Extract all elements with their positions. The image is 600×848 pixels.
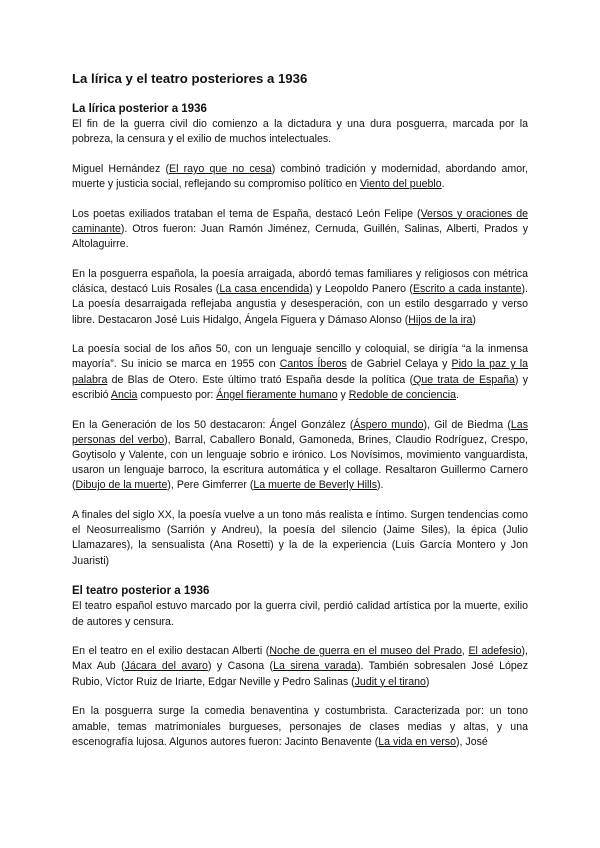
- work-title: Hijos de la ira: [408, 313, 473, 326]
- work-title: La muerte de Beverly Hills: [253, 479, 377, 492]
- work-title: El rayo que no cesa: [169, 162, 272, 175]
- work-title: La casa encendida: [219, 283, 310, 296]
- work-title: Las personas del verbo: [72, 418, 528, 446]
- work-title: Versos y oraciones de caminante: [72, 207, 528, 236]
- document-page: [72, 70, 528, 765]
- work-title: Áspero mundo: [353, 418, 424, 431]
- paragraph-intro-lirica: El fin de la guerra civil dio comienzo a la dictadura y una dura posguerra, marcada por la pobreza, la censura y el exilio de muchos intelectuales.: [72, 118, 528, 146]
- work-title: La sirena varada: [273, 660, 357, 673]
- work-title: Dibujo de la muerte: [75, 479, 168, 492]
- work-title: Cantos Íberos: [279, 358, 347, 371]
- section-heading-lirica: La lírica posterior a 1936: [72, 103, 207, 115]
- work-title: Pido la paz y la palabra: [72, 358, 528, 386]
- paragraph-intro-teatro: El teatro español estuvo marcado por la guerra civil, perdió calidad artística por la muerte, exilio de autores y censura.: [72, 600, 528, 628]
- work-title: Ancia: [110, 388, 138, 401]
- work-title: Ángel fieramente humano: [216, 388, 338, 401]
- document-title: La lírica y el teatro posteriores a 1936: [72, 71, 308, 86]
- paragraph-posguerra-poesia: En la posguerra española, la poesía arraigada, abordó temas familiares y religiosos con métrica clásica, destacó Luis Rosales (La casa encendida) y Leopoldo Panero (Escrito a cada instante). La poesía desarraigada reflejaba angustia y desesperación, con un estilo desgarrado y verso libre. Destacaron José Luis Hidalgo, Ángela Figuera y Dámaso Alonso (Hijos de la ira): [72, 267, 528, 326]
- paragraph-miguel-hernandez: Miguel Hernández (El rayo que no cesa) combinó tradición y modernidad, abordando amor, muerte y justicia social, reflejando su compromiso político en Viento del pueblo.: [72, 162, 528, 191]
- work-title: Viento del pueblo: [359, 178, 442, 191]
- paragraph-teatro-posguerra: En la posguerra surge la comedia benaventina y costumbrista. Caracterizada por: un tono amable, temas matrimoniales burgueses, personajes de clases medias y altas, y una escenografía lujosa. Algunos autores fueron: Jacinto Benavente (La vida en verso), José: [72, 705, 528, 748]
- paragraph-poetas-exiliados: Los poetas exiliados trataban el tema de España, destacó León Felipe (Versos y oraciones de caminante). Otros fueron: Juan Ramón Jiménez, Cernuda, Guillén, Salinas, Alberti, Prados y Altolaguirre.: [72, 207, 528, 251]
- work-title: Redoble de conciencia: [348, 388, 456, 401]
- paragraph-generacion-50: En la Generación de los 50 destacaron: Ángel González (Áspero mundo), Gil de Biedma (Las personas del verbo), Barral, Caballero Bonald, Gamoneda, Brines, Claudio Rodríguez, Crespo, Goytisolo y Valente, con un lenguaje sobrio e irónico. Los Novísimos, movimiento vanguardista, usaron un lenguaje barroco, la escritura automática y el collage. Resaltaron Guillermo Carnero (Dibujo de la muerte), Pere Gimferrer (La muerte de Beverly Hills).: [72, 418, 528, 492]
- work-title: Jácara del avaro: [124, 660, 208, 673]
- paragraph-poesia-social: La poesía social de los años 50, con un lenguaje sencillo y coloquial, se dirigía “a la inmensa mayoría”. Su inicio se marca en 1955 con Cantos Íberos de Gabriel Celaya y Pido la paz y la palabra de Blas de Otero. Este último trató España desde la política (Que trata de España) y escribió Ancia compuesto por: Ángel fieramente humano y Redoble de conciencia.: [72, 343, 528, 401]
- work-title: La vida en verso: [378, 735, 456, 748]
- section-heading-teatro: El teatro posterior a 1936: [72, 585, 210, 598]
- work-title: Judit y el tirano: [354, 675, 426, 688]
- paragraph-teatro-exilio: En el teatro en el exilio destacan Alberti (Noche de guerra en el museo del Prado, El adefesio), Max Aub (Jácara del avaro) y Casona (La sirena varada). También sobresalen José López Rubio, Víctor Ruiz de Iriarte, Edgar Neville y Pedro Salinas (Judit y el tirano): [72, 645, 529, 688]
- work-title: El adefesio: [468, 645, 522, 658]
- work-title: Que trata de España: [413, 373, 515, 386]
- work-title: Escrito a cada instante: [412, 283, 522, 296]
- paragraph-finales-siglo: A finales del siglo XX, la poesía vuelve a un tono más realista e íntimo. Surgen tendencias como el Neosurrealismo (Sarrión y Andreu), la poesía del silencio (Jaime Siles), la épica (Julio Llamazares), la sensualista (Ana Rosetti) y la de la experiencia (Luis García Montero y Jon Juaristi): [72, 509, 528, 567]
- work-title: Noche de guerra en el museo del Prado: [269, 645, 462, 658]
